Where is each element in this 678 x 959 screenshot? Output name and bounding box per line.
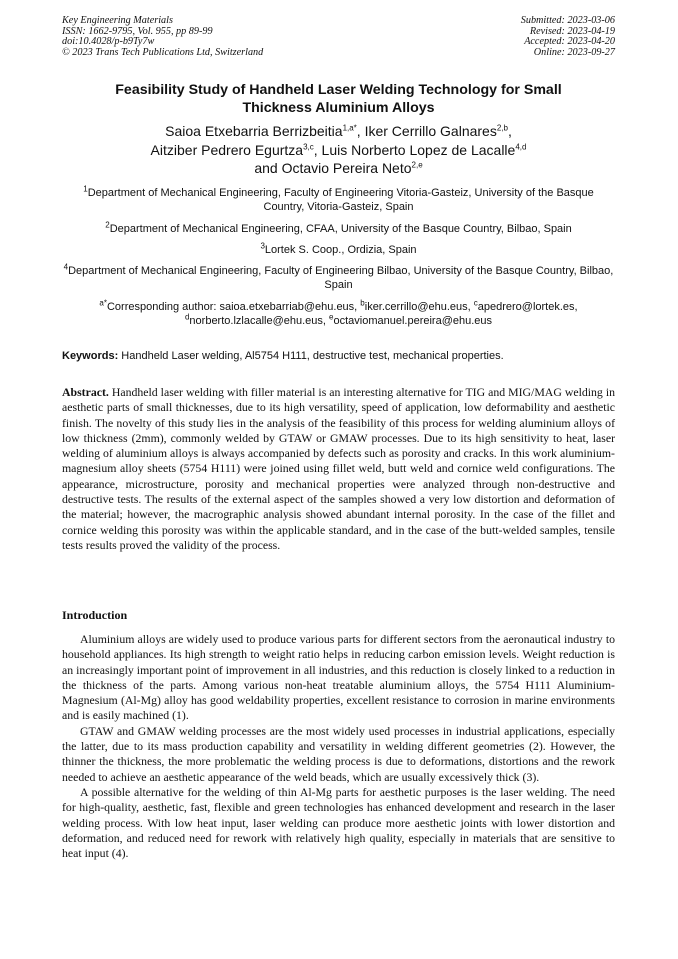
corr-email-b: iker.cerrillo@ehu.eus, xyxy=(364,301,474,313)
corr-email-a: Corresponding author: saioa.etxebarriab@ehu.eus, xyxy=(106,301,361,313)
author-4: Luis Norberto Lopez de Lacalle xyxy=(321,141,516,158)
date-online: Online: 2023-09-27 xyxy=(533,46,615,58)
affiliation-1-text: Department of Mechanical Engineering, Faculty of Engineering Vitoria-Gasteiz, University of the Basque Country, Vitoria-Gasteiz, Spain xyxy=(87,187,594,213)
intro-paragraph: A possible alternative for the welding of thin Al-Mg parts for aesthetic purposes is the laser welding. The need for high-quality, aesthetic, fast, flexible and green technologies has enhanced development and research in the laser welding process. With low heat input, laser welding can produce more aesthetic joints with lower distortion and deformation, and reduced need for rework with relatively high quality, especially in materials that are sensitive to heat input (4). xyxy=(62,784,615,861)
corr-sup-a: a* xyxy=(99,298,107,308)
affiliation-4 xyxy=(62,264,615,292)
corr-sup-e: e xyxy=(329,312,334,322)
journal-copyright: © 2023 Trans Tech Publications Ltd, Switzerland xyxy=(62,46,264,58)
abstract-text: Handheld laser welding with filler material is an interesting alternative for TIG and MIG/MAG welding in aesthetic parts of small thicknesses, due to its high versatility, speed of application, low deformability and aesthetic finish. The novelty of this study lies in the analysis of the feasibility of this process for welding aluminium alloys of low thickness (2mm), commonly welded by GTAW or GMAW processes. Due to its high sensitivity to heat, laser welding of aluminium alloys is always accompanied by defects such as porosity and cracks. In this work aluminium-magnesium alloy sheets (5754 H111) were joined using fillet weld, butt weld and cornice weld configurations. The appearance, microstructure, porosity and mechanical properties were analyzed through non-destructive and destructive tests. The results of the external aspect of the samples showed a very low distortion and deformation of the material; however, the macrographic analysis showed abundant internal porosity. In the case of the fillet and cornice welding this porosity was within the applicable standard, and in the case of the butt-welded samples, tensile tests results proved the validity of the process. xyxy=(62,385,615,552)
author-3: Aitziber Pedrero Egurtza xyxy=(150,141,304,158)
corr-sup-d: d xyxy=(184,312,190,322)
introduction-body xyxy=(62,632,615,861)
author-2: Iker Cerrillo Galnares xyxy=(364,123,497,139)
author-list: Saioa Etxebarria Berrizbeitia$^{1,a*}$, Iker Cerrillo Galnares$^{2,b}$, Aitziber Pedrero Egurtza$^{3,c}$, Luis Norberto Lopez de Lacalle$^{4,d}$ and Octavio Pereira Neto$^{2,e}$ xyxy=(150,123,527,176)
affiliation-1 xyxy=(62,186,615,214)
journal-doi: doi:10.4028/p-b9Ty7w xyxy=(62,36,155,47)
intro-paragraph: Aluminium alloys are widely used to produce various parts for different sectors from the aeronautical industry to household appliances. Its high strength to weight ratio helps in reducing carbon emission levels. Weight reduction is an increasingly important point of improvement in all industries, and this reduction is closely linked to a reduction in the thickness of the parts. Among various non-heat treatable aluminium alloys, the 5754 H111 Aluminium-Magnesium (Al-Mg) alloy has good weldability properties, excellent resistance to corrosion in marine environments and is easily machined (1). xyxy=(62,632,615,723)
corresponding-authors xyxy=(62,300,615,328)
affiliation-4-sup: 4 xyxy=(63,262,69,272)
author-1: Saioa Etxebarria Berrizbeitia xyxy=(165,123,343,139)
affiliation-3-sup: 3 xyxy=(260,241,265,251)
affiliation-2-sup: 2 xyxy=(105,220,110,230)
abstract xyxy=(62,385,615,553)
corr-email-e: octaviomanuel.pereira@ehu.eus xyxy=(333,315,493,327)
keywords xyxy=(62,349,615,363)
journal-info xyxy=(62,16,263,58)
author-2-sup: 2,b xyxy=(496,123,508,133)
section-heading-introduction: Introduction xyxy=(62,608,128,622)
author-5-sup: 2,e xyxy=(411,160,423,170)
affiliation-2-text: Department of Mechanical Engineering, CFAA, University of the Basque Country, Bilbao, Spain xyxy=(109,223,572,235)
corr-email-c: apedrero@lortek.es, xyxy=(477,301,578,313)
paper-title xyxy=(62,82,615,117)
title-line-2: Thickness Aluminium Alloys xyxy=(242,99,435,116)
abstract-label: Abstract. xyxy=(62,385,109,399)
corr-email-d: norberto.lzlacalle@ehu.eus, xyxy=(189,315,330,327)
title-line-1: Feasibility Study of Handheld Laser Welding Technology for Small xyxy=(115,82,562,98)
keywords-text: Handheld Laser welding, Al5754 H111, destructive test, mechanical properties. xyxy=(118,350,504,362)
affiliation-3-text: Lortek S. Coop., Ordizia, Spain xyxy=(264,244,417,256)
date-revised: Revised: 2023-04-19 xyxy=(529,25,615,37)
journal-name: Key Engineering Materials xyxy=(62,15,173,26)
intro-paragraph: GTAW and GMAW welding processes are the most widely used processes in industrial applications, especially the latter, due to its mass production capability and versatility in welding different geometries (2). However, the thinner the thickness, the more problematic the welding process is due to deformations, distortions and the rework needed to achieve an aesthetic appearance of the weld beads, which are usually excessively thick (3). xyxy=(62,723,615,784)
keywords-label: Keywords: xyxy=(62,350,119,362)
corr-sup-c: c xyxy=(473,298,478,308)
affiliation-2 xyxy=(62,222,615,236)
journal-issn: ISSN: 1662-9795, Vol. 955, pp 89-99 xyxy=(62,25,213,37)
affiliation-1-sup: 1 xyxy=(83,184,88,194)
publication-dates xyxy=(521,16,615,58)
author-3-sup: 3,c xyxy=(303,141,314,151)
affiliation-4-text: Department of Mechanical Engineering, Faculty of Engineering Bilbao, University of the Basque Country, Bilbao, Spain xyxy=(68,265,614,291)
date-submitted: Submitted: 2023-03-06 xyxy=(520,15,615,26)
author-5: and Octavio Pereira Neto xyxy=(254,160,412,176)
date-accepted: Accepted: 2023-04-20 xyxy=(524,36,615,47)
author-1-sup: 1,a* xyxy=(342,123,357,133)
corr-sup-b: b xyxy=(360,298,365,308)
author-4-sup: 4,d xyxy=(515,141,527,151)
affiliation-3 xyxy=(62,243,615,257)
